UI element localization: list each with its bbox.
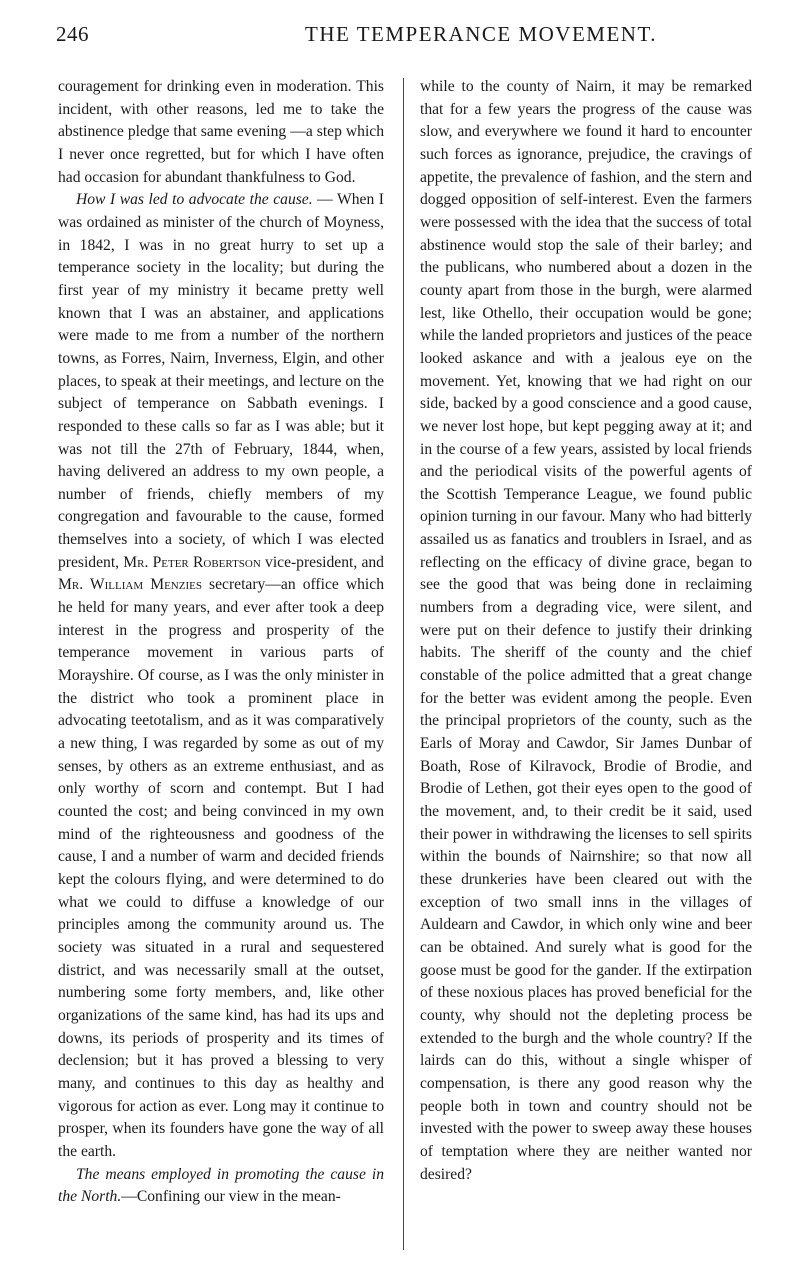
page-number: 246	[56, 22, 89, 46]
person-name: Mr. Peter Robertson	[123, 553, 261, 571]
paragraph-means-employed	[58, 1164, 384, 1209]
running-title: THE TEMPERANCE MOVEMENT.	[305, 22, 657, 46]
paragraph-text: secretary—an office which he held for many years, and ever after took a deep interest in the progress and prosperity of the temperance movement in various parts of Morayshire. Of course, as I was the only minister in the district who took a prominent place in advocating teetotalism, and as it was comparatively a new thing, I was regarded by some as out of my senses, by others as an extreme enthusiast, and as only worthy of scorn and contempt. But I had counted the cost; and being convinced in my own mind of the righteousness and goodness of the cause, I and a number of warm and decided friends kept the colours flying, and were determined to do what we could to diffuse a knowledge of our principles among the community around us. The society was situated in a rural and sequestered district, and was necessarily small at the outset, numbering some forty members, and, like other organizations of the same kind, has had its ups and downs, its periods of prosperity and its times of declension; but it has proved a blessing to very many, and continues to this day as healthy and vigorous for action as ever. Long may it continue to prosper, when its founders have gone the way of all the earth.	[58, 576, 384, 1160]
paragraph-continuation: couragement for drinking even in moderation. This incident, with other reasons, led me to take the abstinence pledge that same evening —a step which I never once regretted, but for which I have often had occasion for abundant thankfulness to God.	[58, 78, 384, 186]
paragraph-text: —Confining our view in the mean-	[121, 1188, 341, 1206]
running-head	[56, 22, 756, 52]
column-divider	[403, 78, 404, 1250]
person-name: Mr. William Menzies	[58, 576, 202, 594]
right-column	[420, 76, 752, 1186]
left-column	[58, 76, 384, 1209]
paragraph-how-led	[58, 189, 384, 1163]
section-lead-heading: How I was led to advocate the cause.	[76, 191, 313, 209]
section-lead-heading: The means employed in promoting the cause in the North.	[58, 1165, 384, 1206]
paragraph-text: vice-president, and	[260, 553, 384, 571]
paragraph-text: — When I was ordained as minister of the church of Moyness, in 1842, I was in no great hurry to set up a temperance society in the locality; but during the first year of my ministry it became pretty well known that I was an abstainer, and applications were made to me from a number of the northern towns, as Forres, Nairn, Inverness, Elgin, and other places, to speak at their meetings, and lecture on the subject of temperance on Sabbath evenings. I responded to these calls so far as I was able; but it was not till the 27th of February, 1844, when, having delivered an address to my own people, a number of friends, chiefly members of my congregation and favourable to the cause, formed themselves into a society, of which I was elected president,	[58, 191, 385, 571]
paragraph-continuation: while to the county of Nairn, it may be remarked that for a few years the progress of the cause was slow, and everywhere we found it hard to encounter such forces as ignorance, prejudice, the cravings of appetite, the prevalence of fashion, and the stern and dogged opposition of self-interest. Even the farmers were possessed with the idea that the success of total abstinence would stop the sale of their barley; and the publicans, who numbered about a dozen in the county apart from those in the burgh, were alarmed lest, like Othello, their occupation would be gone; while the landed proprietors and justices of the peace looked askance and with a jealous eye on the movement. Yet, knowing that we had right on our side, backed by a good conscience and a good cause, we never lost hope, but kept pegging away at it; and in the course of a few years, assisted by local friends and the periodical visits of the powerful agents of the Scottish Temperance League, we found public opinion turning in our favour. Many who had bitterly assailed us as fanatics and troublers in Israel, and as reflecting on the efficacy of divine grace, began to see the good that was being done in reclaiming numbers from a degrading vice, were silent, and were put on their defence to justify their drinking habits. The sheriff of the county and the chief constable of the police admitted that a great change for the better was evident among the people. Even the principal proprietors of the county, such as the Earls of Moray and Cawdor, Sir James Dunbar of Boath, Rose of Kilravock, Brodie of Brodie, and Brodie of Lethen, got their eyes open to the good of the movement, and, to their credit be it said, used their power in withdrawing the licenses to sell spirits within the bounds of Nairnshire; so that now all these drunkeries have been cleared out with the exception of two small inns in the villages of Auldearn and Cawdor, in which only wine and beer can be obtained. And surely what is good for the goose must be good for the gander. If the extirpation of these noxious places has proved beneficial for the county, why should not the depleting process be extended to the burgh and the whole country? If the lairds can do this, without a single whisper of compensation, is there any good reason why the people both in town and country should not be invested with the power to sweep away these houses of temptation where they are neither wanted nor desired?	[420, 78, 752, 1183]
